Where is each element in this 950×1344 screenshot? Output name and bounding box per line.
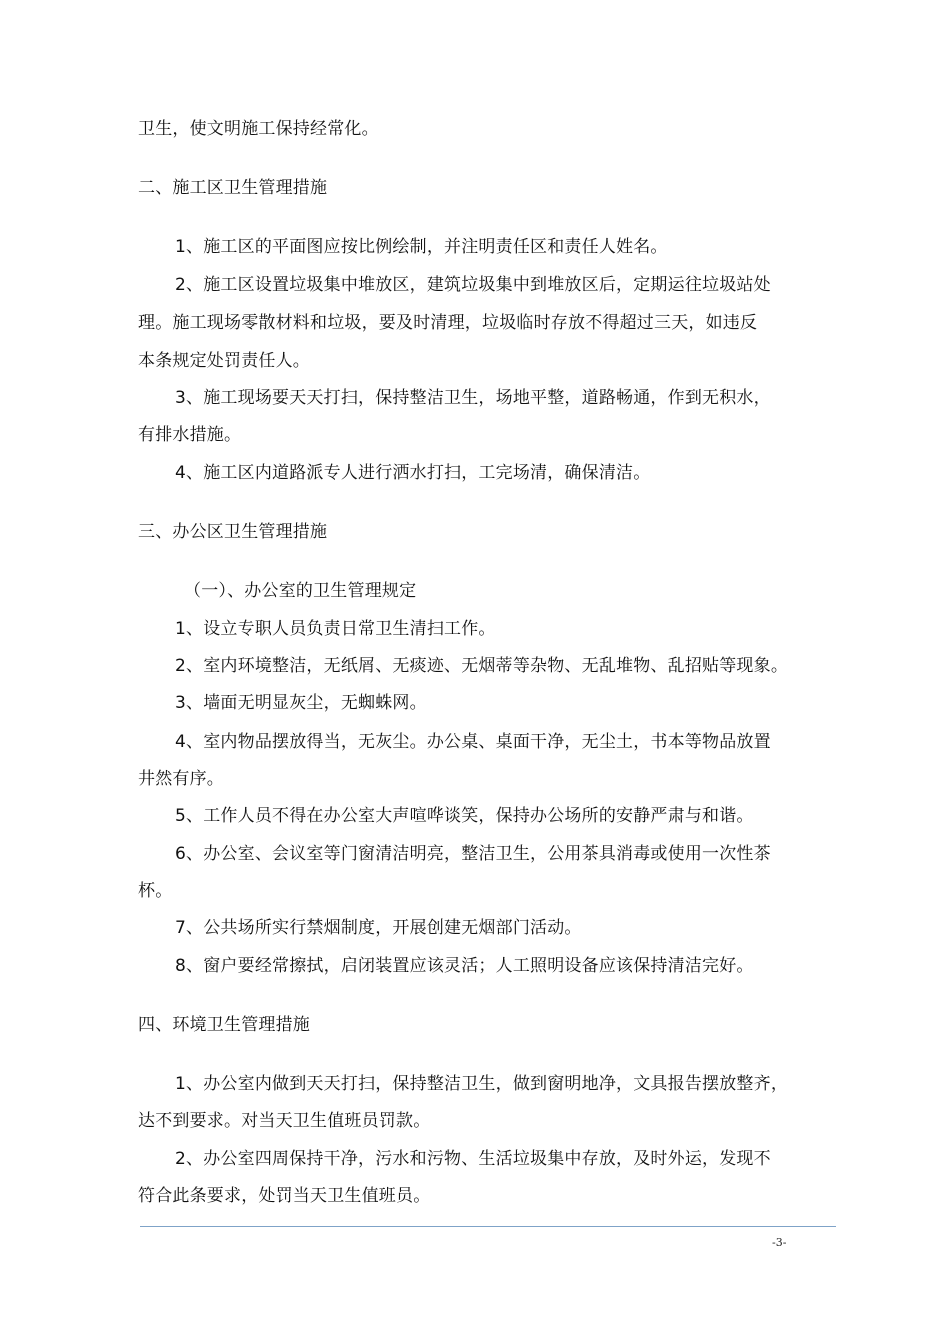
list-item-office-6: 6、办公室、会议室等门窗清洁明亮，整洁卫生，公用茶具消毒或使用一次性茶 — [175, 844, 771, 864]
list-item-construction-3: 3、施工现场要天天打扫，保持整洁卫生，场地平整，道路畅通，作到无积水， — [175, 388, 771, 408]
list-item-office-3: 3、墙面无明显灰尘，无蜘蛛网。 — [175, 693, 427, 713]
list-item-office-1: 1、设立专职人员负责日常卫生清扫工作。 — [175, 619, 496, 639]
list-item-construction-3-cont: 有排水措施。 — [138, 425, 242, 445]
list-item-office-4: 4、室内物品摆放得当，无灰尘。办公桌、桌面干净，无尘土，书本等物品放置 — [175, 732, 771, 752]
list-item-environment-1: 1、办公室内做到天天打扫，保持整洁卫生，做到窗明地净，文具报告摆放整齐， — [175, 1074, 789, 1094]
list-item-construction-2-cont: 本条规定处罚责任人。 — [138, 351, 310, 371]
list-item-construction-1: 1、施工区的平面图应按比例绘制，并注明责任区和责任人姓名。 — [175, 237, 668, 257]
list-item-environment-1-cont: 达不到要求。对当天卫生值班员罚款。 — [138, 1111, 431, 1131]
list-item-construction-4: 4、施工区内道路派专人进行洒水打扫，工完场清，确保清洁。 — [175, 463, 651, 483]
list-item-office-6-cont: 杯。 — [138, 881, 173, 901]
list-item-environment-2: 2、办公室四周保持干净，污水和污物、生活垃圾集中存放，及时外运，发现不 — [175, 1149, 771, 1169]
list-item-environment-2-cont: 符合此条要求，处罚当天卫生值班员。 — [138, 1186, 431, 1206]
list-item-office-2: 2、室内环境整洁，无纸屑、无痰迹、无烟蒂等杂物、无乱堆物、乱招贴等现象。 — [175, 656, 789, 676]
subsection-heading-office-rules: （一）、办公室的卫生管理规定 — [184, 581, 417, 601]
footer-divider — [140, 1226, 836, 1227]
section-heading-construction-area: 二、施工区卫生管理措施 — [138, 178, 328, 198]
list-item-construction-2-cont: 理。施工现场零散材料和垃圾，要及时清理，垃圾临时存放不得超过三天，如违反 — [138, 313, 758, 333]
section-heading-environment: 四、环境卫生管理措施 — [138, 1015, 310, 1035]
list-item-construction-2: 2、施工区设置垃圾集中堆放区，建筑垃圾集中到堆放区后，定期运往垃圾站处 — [175, 275, 771, 295]
list-item-office-4-cont: 井然有序。 — [138, 769, 224, 789]
page-number: -3- — [772, 1236, 787, 1249]
list-item-office-7: 7、公共场所实行禁烟制度，开展创建无烟部门活动。 — [175, 918, 582, 938]
list-item-office-8: 8、窗户要经常擦拭，启闭装置应该灵活；人工照明设备应该保持清洁完好。 — [175, 956, 754, 976]
text-line-continuation: 卫生，使文明施工保持经常化。 — [138, 119, 379, 139]
section-heading-office-area: 三、办公区卫生管理措施 — [138, 522, 328, 542]
list-item-office-5: 5、工作人员不得在办公室大声喧哗谈笑，保持办公场所的安静严肃与和谐。 — [175, 806, 754, 826]
